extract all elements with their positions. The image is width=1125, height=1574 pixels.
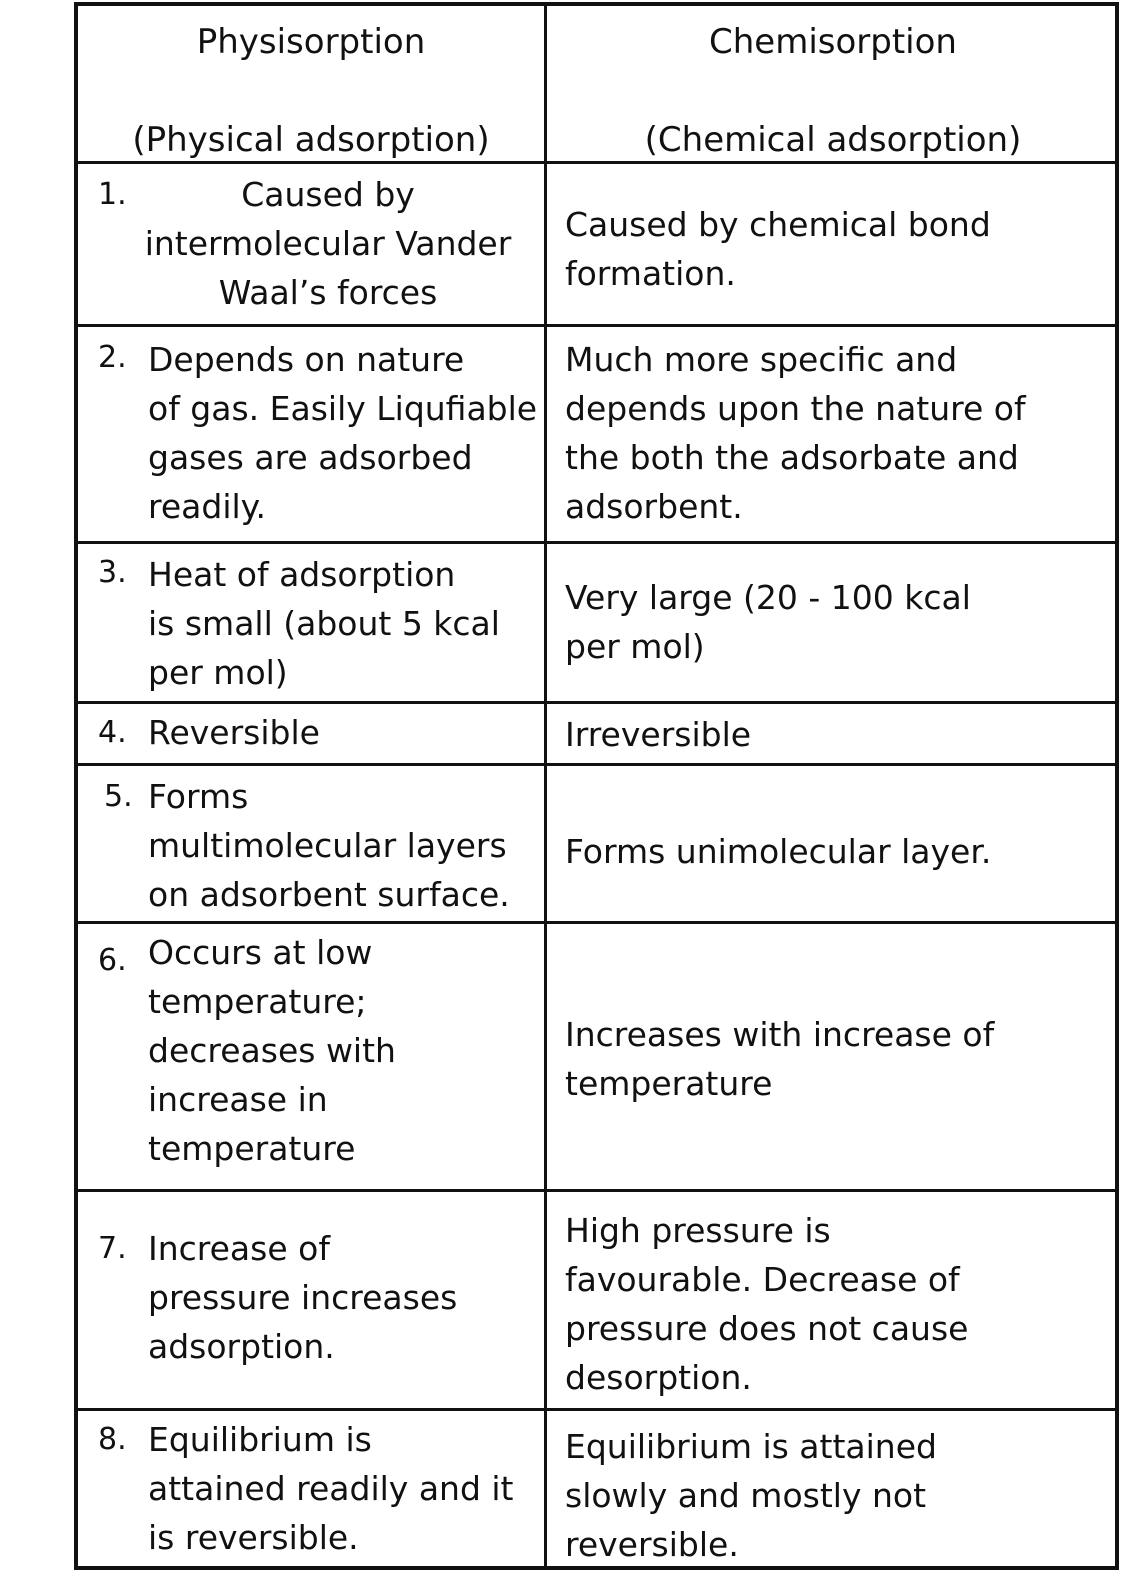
- row-number: 1.: [98, 177, 127, 212]
- chemisorption-cell: [547, 164, 1119, 324]
- physisorption-text: Caused by intermolecular Vander Waal’s forces: [144, 175, 512, 312]
- physisorption-text: Occurs at low temperature; decreases with increase in temperature: [148, 933, 396, 1168]
- row-number: 6.: [98, 943, 127, 978]
- table-row: [78, 704, 1115, 763]
- row-number: 2.: [98, 340, 127, 375]
- physisorption-cell: [78, 924, 544, 1189]
- header-physisorption-title: Physisorption: [196, 22, 426, 62]
- table-row: [78, 766, 1115, 921]
- row-number: 7.: [98, 1231, 127, 1266]
- table-row: [78, 544, 1115, 701]
- row-number: 3.: [98, 555, 127, 590]
- header-chemisorption-subtitle: (Chemical adsorption): [644, 120, 1022, 160]
- physisorption-text: Reversible: [148, 713, 320, 752]
- header-chemisorption-title: Chemisorption: [709, 22, 957, 62]
- chemisorption-cell: [547, 704, 1119, 763]
- physisorption-text: Depends on nature of gas. Easily Liqufiable gases are adsorbed readily.: [148, 340, 538, 526]
- physisorption-cell: [78, 704, 544, 763]
- table-row: [78, 327, 1115, 541]
- chemisorption-text: High pressure is favourable. Decrease of pressure does not cause desorption.: [565, 1211, 969, 1397]
- table-row: [78, 924, 1115, 1189]
- chemisorption-text: Forms unimolecular layer.: [565, 832, 992, 871]
- physisorption-text: Heat of adsorption is small (about 5 kcal per mol): [148, 555, 500, 692]
- physisorption-cell: [78, 766, 544, 921]
- physisorption-cell: [78, 1192, 544, 1408]
- physisorption-cell: [78, 1411, 544, 1570]
- physisorption-text: Forms multimolecular layers on adsorbent surface.: [148, 777, 510, 914]
- chemisorption-cell: [547, 1411, 1119, 1570]
- chemisorption-text: Very large (20 - 100 kcal per mol): [565, 578, 971, 666]
- header-physisorption: [78, 6, 544, 161]
- physisorption-cell: [78, 327, 544, 541]
- row-number: 4.: [98, 715, 127, 750]
- table-row: [78, 164, 1115, 324]
- physisorption-cell: [78, 164, 544, 324]
- table-row: [78, 1192, 1115, 1408]
- chemisorption-cell: [547, 327, 1119, 541]
- chemisorption-cell: [547, 544, 1119, 701]
- chemisorption-text: Increases with increase of temperature: [565, 1015, 995, 1103]
- comparison-table: [74, 2, 1119, 1570]
- chemisorption-cell: [547, 924, 1119, 1189]
- table-row: [78, 1411, 1115, 1570]
- chemisorption-text: Irreversible: [565, 715, 752, 754]
- chemisorption-text: Caused by chemical bond formation.: [565, 205, 991, 293]
- header-chemisorption: [547, 6, 1119, 161]
- header-row: [78, 6, 1115, 161]
- chemisorption-text: Much more specific and depends upon the nature of the both the adsorbate and adsorbent.: [565, 340, 1026, 526]
- row-number: 5.: [104, 779, 133, 814]
- physisorption-text: Equilibrium is attained readily and it is reversible.: [148, 1420, 514, 1557]
- chemisorption-cell: [547, 766, 1119, 921]
- physisorption-cell: [78, 544, 544, 701]
- header-physisorption-subtitle: (Physical adsorption): [132, 120, 490, 160]
- physisorption-text: Increase of pressure increases adsorption.: [148, 1229, 458, 1366]
- row-number: 8.: [98, 1422, 127, 1457]
- chemisorption-text: Equilibrium is attained slowly and mostly not reversible.: [565, 1427, 937, 1564]
- chemisorption-cell: [547, 1192, 1119, 1408]
